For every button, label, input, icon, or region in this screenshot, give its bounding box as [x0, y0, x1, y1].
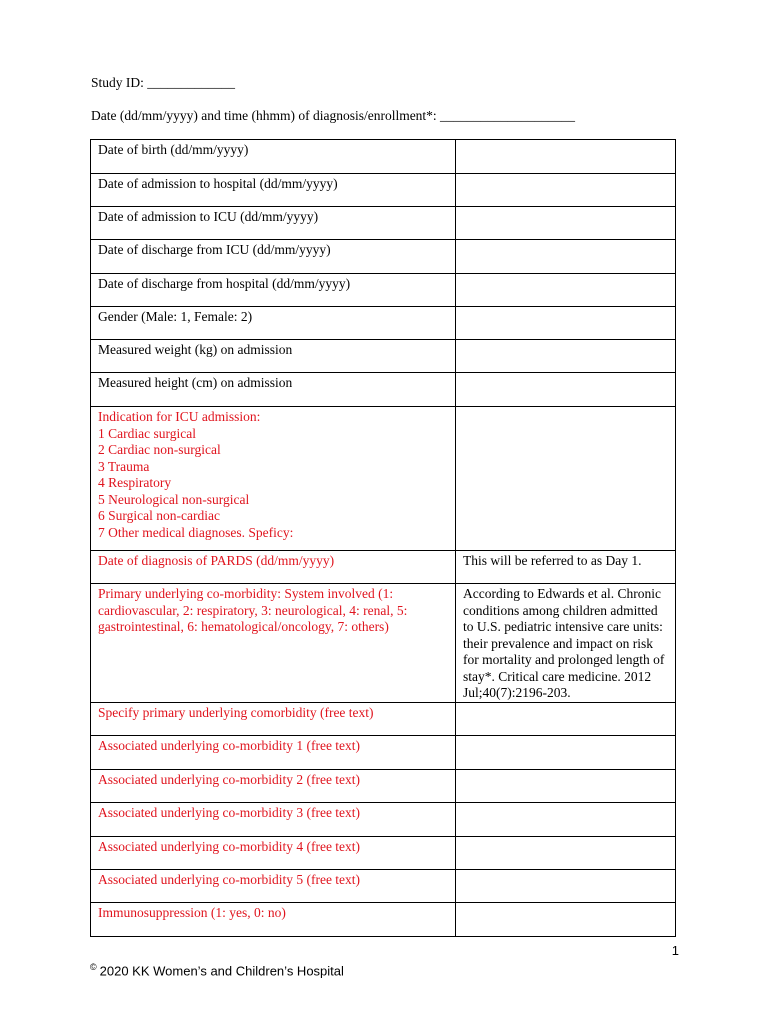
- study-id-line: Study ID: _____________: [91, 75, 236, 90]
- diagnosis-datetime-line: Date (dd/mm/yyyy) and time (hhmm) of diagnosis/enrollment*: ____________________: [91, 108, 576, 123]
- row-value[interactable]: [456, 802, 676, 836]
- row-label: Specify primary underlying comorbidity (free text): [91, 702, 456, 735]
- icu-indication-label: [91, 407, 456, 551]
- table-row: [91, 551, 676, 584]
- row-value[interactable]: [456, 702, 676, 735]
- row-label: Associated underlying co-morbidity 3 (free text): [91, 802, 456, 836]
- table-row: [91, 584, 676, 703]
- icu-indication-option: 5 Neurological non-surgical: [98, 491, 250, 507]
- row-label: Measured height (cm) on admission: [91, 373, 456, 407]
- row-label: Date of discharge from ICU (dd/mm/yyyy): [91, 240, 456, 274]
- table-row: [91, 207, 676, 240]
- row-value[interactable]: [456, 869, 676, 902]
- icu-indication-option: 4 Respiratory: [98, 475, 172, 490]
- row-value[interactable]: [456, 140, 676, 174]
- enrollment-form-table: [90, 139, 676, 937]
- copyright-symbol: ©: [90, 962, 97, 972]
- row-label: Measured weight (kg) on admission: [91, 340, 456, 373]
- table-row: [91, 140, 676, 174]
- row-value[interactable]: [456, 340, 676, 373]
- row-label: Associated underlying co-morbidity 2 (free text): [91, 769, 456, 802]
- row-label: Date of admission to ICU (dd/mm/yyyy): [91, 207, 456, 240]
- table-row: [91, 702, 676, 735]
- row-label: Primary underlying co-morbidity: System involved (1: cardiovascular, 2: respiratory, 3: neurological, 4: renal, 5: gastrointestinal, 6: hematological/oncology, 7: others): [91, 584, 456, 703]
- table-row: [91, 836, 676, 869]
- icu-indication-option: 7 Other medical diagnoses. Speficy:: [98, 524, 294, 540]
- row-label: Associated underlying co-morbidity 5 (free text): [91, 869, 456, 902]
- row-value[interactable]: [456, 207, 676, 240]
- row-label: Immunosuppression (1: yes, 0: no): [91, 902, 456, 936]
- table-row: [91, 174, 676, 207]
- table-row: [91, 274, 676, 307]
- row-label: Date of diagnosis of PARDS (dd/mm/yyyy): [91, 551, 456, 584]
- row-value[interactable]: [456, 307, 676, 340]
- row-label: Date of birth (dd/mm/yyyy): [91, 140, 456, 174]
- row-value[interactable]: [456, 836, 676, 869]
- table-row: [91, 373, 676, 407]
- icu-indication-option: 2 Cardiac non-surgical: [98, 442, 221, 457]
- row-note: This will be referred to as Day 1.: [456, 551, 676, 584]
- row-value[interactable]: [456, 240, 676, 274]
- icu-indication-option: 3 Trauma: [98, 458, 150, 474]
- table-row: [91, 240, 676, 274]
- row-value[interactable]: [456, 174, 676, 207]
- table-row: [91, 769, 676, 802]
- icu-indication-option: 1 Cardiac surgical: [98, 425, 196, 441]
- table-row: [91, 340, 676, 373]
- table-row: [91, 307, 676, 340]
- row-value[interactable]: [456, 274, 676, 307]
- row-value[interactable]: [456, 902, 676, 936]
- row-label: Date of discharge from hospital (dd/mm/yyyy): [91, 274, 456, 307]
- row-label: Associated underlying co-morbidity 4 (free text): [91, 836, 456, 869]
- table-row: [91, 902, 676, 936]
- row-value[interactable]: [456, 373, 676, 407]
- row-value[interactable]: [456, 769, 676, 802]
- table-row: [91, 802, 676, 836]
- row-value[interactable]: [456, 407, 676, 551]
- page-number: 1: [671, 943, 679, 958]
- copyright-text: 2020 KK Women’s and Children’s Hospital: [99, 963, 344, 979]
- row-label: Associated underlying co-morbidity 1 (free text): [91, 735, 456, 769]
- row-value[interactable]: [456, 735, 676, 769]
- copyright-footer: [90, 962, 344, 978]
- table-row: [91, 735, 676, 769]
- icu-indication-option: 6 Surgical non-cardiac: [98, 508, 220, 523]
- row-label: Gender (Male: 1, Female: 2): [91, 307, 456, 340]
- table-row: [91, 869, 676, 902]
- icu-indication-heading: Indication for ICU admission:: [98, 409, 261, 424]
- table-row: [91, 407, 676, 551]
- row-note: According to Edwards et al. Chronic conditions among children admitted to U.S. pediatric intensive care units: their prevalence and impact on risk for mortality and prolonged length of stay*. Critical care medicine. 2012 Jul;40(7):2196-203.: [456, 584, 676, 703]
- row-label: Date of admission to hospital (dd/mm/yyyy): [91, 174, 456, 207]
